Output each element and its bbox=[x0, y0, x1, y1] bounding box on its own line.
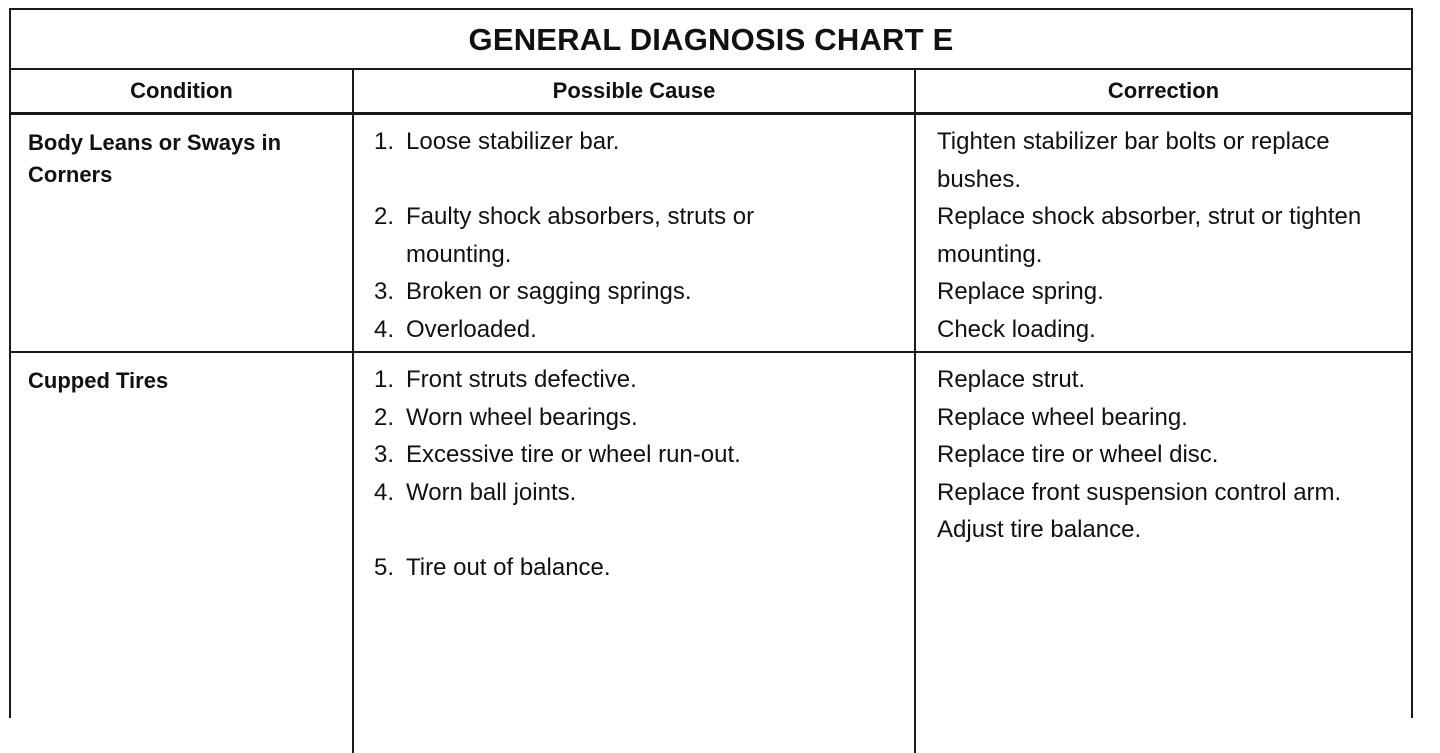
cause-number: 2. bbox=[374, 203, 395, 230]
header-possible-cause: Possible Cause bbox=[352, 70, 914, 112]
cause-text: Excessive tire or wheel run-out. bbox=[406, 441, 741, 468]
cause-item bbox=[374, 549, 914, 587]
cause-number: 3. bbox=[374, 278, 395, 305]
cause-item bbox=[374, 311, 914, 349]
correction-text: Replace wheel bearing. bbox=[937, 403, 1188, 431]
chart-title: GENERAL DIAGNOSIS CHART E bbox=[468, 22, 954, 57]
cause-item bbox=[374, 273, 914, 311]
cause-text: Loose stabilizer bar. bbox=[406, 128, 620, 155]
cause-text: Overloaded. bbox=[406, 315, 537, 343]
condition-cell: Cupped Tires bbox=[28, 368, 169, 393]
cause-text: Broken or sagging springs. bbox=[406, 278, 692, 305]
cause-text: Tire out of balance. bbox=[406, 553, 611, 581]
cause-text: Worn wheel bearings. bbox=[406, 403, 638, 431]
correction-text: Replace front suspension control arm. bbox=[937, 478, 1342, 506]
header-condition: Condition bbox=[130, 78, 233, 103]
cause-number: 2. bbox=[374, 403, 395, 431]
cause-number: 5. bbox=[374, 553, 395, 581]
cause-item bbox=[374, 198, 914, 273]
title-row bbox=[11, 10, 1411, 70]
diagnosis-chart bbox=[9, 8, 1413, 718]
cause-item bbox=[374, 474, 914, 512]
condition-cell: Body Leans or Sways in Corners bbox=[28, 130, 282, 187]
header-correction: Correction bbox=[914, 70, 1411, 112]
correction-text: Replace tire or wheel disc. bbox=[937, 441, 1219, 468]
header-row bbox=[11, 70, 1411, 115]
cause-item bbox=[374, 399, 914, 437]
cause-number: 3. bbox=[374, 441, 395, 468]
correction-cell bbox=[914, 115, 1411, 351]
cause-cell bbox=[352, 115, 914, 351]
cause-item bbox=[374, 361, 914, 399]
cause-item bbox=[374, 436, 914, 474]
correction-text: Replace shock absorber, strut or tighten mounting. bbox=[937, 203, 1362, 268]
cause-text: Front struts defective. bbox=[406, 366, 637, 393]
correction-text: Tighten stabilizer bar bolts or replace bushes. bbox=[937, 128, 1330, 193]
cause-number: 4. bbox=[374, 478, 395, 506]
correction-text: Check loading. bbox=[937, 315, 1096, 343]
cause-text: Worn ball joints. bbox=[406, 478, 577, 506]
cause-number: 1. bbox=[374, 128, 395, 155]
table-row bbox=[11, 353, 1411, 753]
correction-cell bbox=[914, 353, 1411, 753]
correction-text: Adjust tire balance. bbox=[937, 516, 1142, 543]
cause-text: Faulty shock absorbers, struts or mounting. bbox=[406, 203, 755, 268]
cause-number: 4. bbox=[374, 315, 395, 343]
table-row bbox=[11, 115, 1411, 353]
cause-item bbox=[374, 123, 914, 161]
correction-text: Replace strut. bbox=[937, 366, 1086, 393]
correction-text: Replace spring. bbox=[937, 278, 1104, 305]
cause-cell bbox=[352, 353, 914, 753]
cause-number: 1. bbox=[374, 366, 395, 393]
